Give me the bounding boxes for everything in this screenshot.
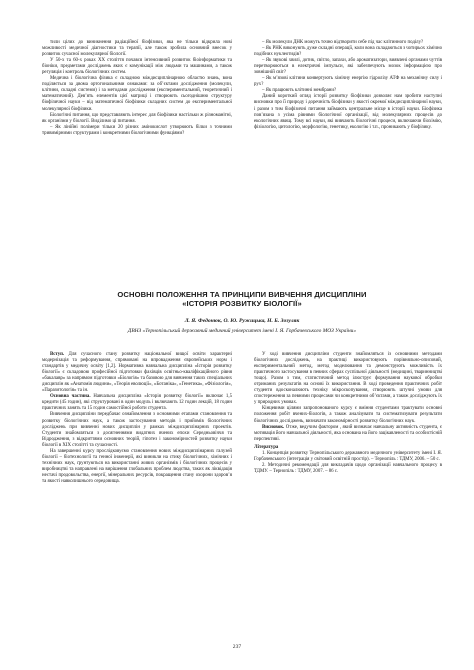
bottom-right-paragraphs	[254, 352, 442, 443]
section-lead: Висновок.	[262, 424, 285, 430]
page-number: 237	[232, 644, 242, 650]
paragraph	[42, 412, 232, 448]
paragraph: – Як лінійні полімери тільки 20 різних амінокислот утворюють білки з точними тривимірними структурами і конкретними біологічними функціями?	[42, 124, 232, 136]
paragraph	[254, 406, 442, 424]
paragraph-text: Для сучасного стану розвитку національної вищої освіти характерні модернізація та реформування, спрямовані на впровадження європейських норм і стандартів у медичну освіту [1,2]. Нормативна навчальна дисципліна «Історія розвитку біології» є складовою професійної підготовки фахівців освітньо-кваліфікаційного рівня «бакалавр» за напрямом підготовки «Біологія» та базовою для вивчення таких спеціальних дисциплін як «Анатомія людини», «Теорія еволюції», «Ботаніка», «Генетика», «Фізіологія», «Паразитологія» та ін.	[42, 352, 232, 394]
paragraph: – Як м’язові клітини конвертують хімічну енергію гідролізу АТФ на механічну силу і рух?	[254, 76, 442, 88]
bottom-left-column	[42, 352, 232, 485]
title-line-1: ОСНОВНІ ПОЛОЖЕННЯ ТА ПРИНЦИПИ ВИВЧЕННЯ ДИСЦИПЛІНИ	[117, 290, 367, 299]
paragraph-text: На завершенні курсу прослідковуємо становлення нових міждисциплінарних галузей біології – біотехнології та генної інженерії, які виникли на стику біологічних, хімічних і технічних наук, ґрунтуються на використанні живих організмів і біологічних процесів у виробництві та направлені на вирішення глобальних проблем людства, таких як ліквідація нестачі продовольства, енергії, мінеральних ресурсів, покращення стану охорони здоров’я та якості навколишнього середовища.	[42, 448, 232, 484]
paragraph-text: У ході вивчення дисципліни студенти знайомляться із основними методами біологічних досліджень, на практиці використовують порівняльно-описовий, експериментальний метод, метод моделювання та демонструють можливість їх практичного застосування в певних сферах суспільної діяльності (медицині, тваринництві тощо). Разом з тим, статистичний метод ілюструє формування наукової обробки отриманих результатів на основі їх використання. В ході проведення практичних робіт студенти вдосконалюють техніку мікроскопування, створюють штучні умови для спостереження за певними процесами чи конкретними об’єктами, а також досліджують їх у природних умовах.	[254, 352, 442, 406]
paragraph-text: Кінцевими цілями запропонованого курсу є вміння студентами трактувати основні положення робіт вчених-біологів, а також аналізувати та систематизувати результати біологічних досліджень, визначати закономірності розвитку біологічних наук.	[254, 406, 442, 424]
paragraph: – Як молекули ДНК можуть точно відтворити себе під час клітинного поділу?	[262, 40, 424, 45]
paragraph: – Як звукові хвилі, дотик, світло, запахи, або ароматизатори, виявлені органами чуттів перетворюються в електричні імпульси, які забезпечують мозок інформацією про зовнішній світ?	[254, 58, 442, 76]
paragraph: тили цілих до виникнення радіаційної біофізики, яка не тільки відкрила нові можливості медичної діагностики та терапії, але також зробила основний внесок у розвиток сучасної молекулярної біології.	[42, 40, 232, 58]
reference-item: 2. Методичні рекомендації для викладачів щодо організації навчального процесу в ТДМУ. – Тернопіль : ТДМУ, 2007. – 86 с.	[254, 462, 442, 474]
article-title	[42, 290, 442, 309]
bottom-right-column	[254, 352, 442, 475]
article-affiliation: ДВНЗ «Тернопільський державний медичний університет імені І. Я. Горбачевського МОЗ України»	[127, 328, 357, 334]
reference-item: 1. Концепція розвитку Тернопільського державного медичного університету імені І. Я. Горбачевського (інтеграція у світовий освітній простір). – Тернопіль : ТДМУ, 2006. – 50 с.	[254, 450, 442, 462]
paragraph	[254, 352, 442, 406]
paragraph-text: Отже, ведучим фактором , який визначає навчальну активність студента, є мотивація його навчальної діяльності, яка основана на його зацікавленості та особистісній перспективі.	[254, 424, 442, 442]
paragraph: У 50-х та 60-х роках XX століття почався інтенсивний розвиток біоінформатики та біоніки, предметами досліджень яких є комунікації між людьми та машинами, а також регуляція і контроль біологічних систем.	[42, 58, 232, 76]
references-heading: Література	[254, 444, 279, 450]
references-list	[254, 451, 442, 475]
paragraph: Даний короткий огляд історії розвитку біофізики дозволяє нам зробити наступні висновки про її природу і доречність біофізики у якості окремої міждисциплінарної науки, і разом з тим біофізичні питання займають центральне місце в історії науки. Біофізика пов’язана з усіма рівнями біологічної організації, від молекулярних процесів до екологічних явищ. Тому всі науки, які вивчають біологічні процеси, включаючи біохімію, фізіологію, цитологію, морфологію, генетику, екологію і т.п., проникають у біофізику.	[254, 94, 442, 130]
paragraph-text: Вивчення дисципліни передбачає ознайомлення з основними етапами становлення та розвитку біологічних наук, а також застосування методів і прийомів біологічних досліджень при вивченні нових дисциплін у рамках міждисциплінарних проектів. Студенти знайомляться з досягненнями видатних вчених епохи Середньовіччя та Відродження, з відкриттями основних теорій, гіпотез і закономірностей розвитку науки біології в XIX столітті та сучасності.	[42, 412, 232, 448]
top-right-column	[254, 40, 442, 131]
section-lead: Вступ.	[50, 352, 65, 357]
section-lead: Основна частина.	[50, 394, 91, 400]
paragraph: – Як працюють клітинні мембрани?	[262, 88, 337, 94]
paragraph-text: Навчальна дисципліна «Історія розвитку біології» включає 1,5 кредити (45 годин), які структуровані в один модуль і включають 12 годин лекцій, 18 годин практичних занять та 15 годин самостійної роботи студента.	[42, 394, 232, 412]
article-authors: Л. Я. Федонюк, О. Ю. Ружицька, Н. Б. Зозуляк	[184, 318, 300, 324]
title-line-2: «ІСТОРІЯ РОЗВИТКУ БІОЛОГІЇ»	[182, 299, 302, 309]
paragraph: – Як РНК виконують дуже складні операції, коли вона складаються з чотирьох хімічно подібних нуклеотидів?	[254, 46, 442, 58]
paragraph: Медична і біологічна фізика є складною міждисциплінарною областю знань, вона поділяється за двома ортогональними ознаками: за об’єктами дослідження (молекули, клітини, складні системи) і за методами дослідження (експериментальний, теоретичний і математичний). Дев’ять елементів цієї матриці і створюють сьогоднішню структуру біофізичної науки – від математичної біофізики складних систем до експериментальної молекулярної біофізики.	[42, 76, 232, 112]
paragraph: Біологічні питання, що представляють інтерес для біофізики настільки ж різноманітні, як організми у біології. Виділимо ці питання.	[42, 112, 232, 124]
paragraph	[42, 394, 232, 412]
paragraph	[254, 425, 442, 443]
paragraph	[42, 352, 232, 394]
top-left-column	[42, 40, 232, 137]
paragraph	[42, 449, 232, 485]
